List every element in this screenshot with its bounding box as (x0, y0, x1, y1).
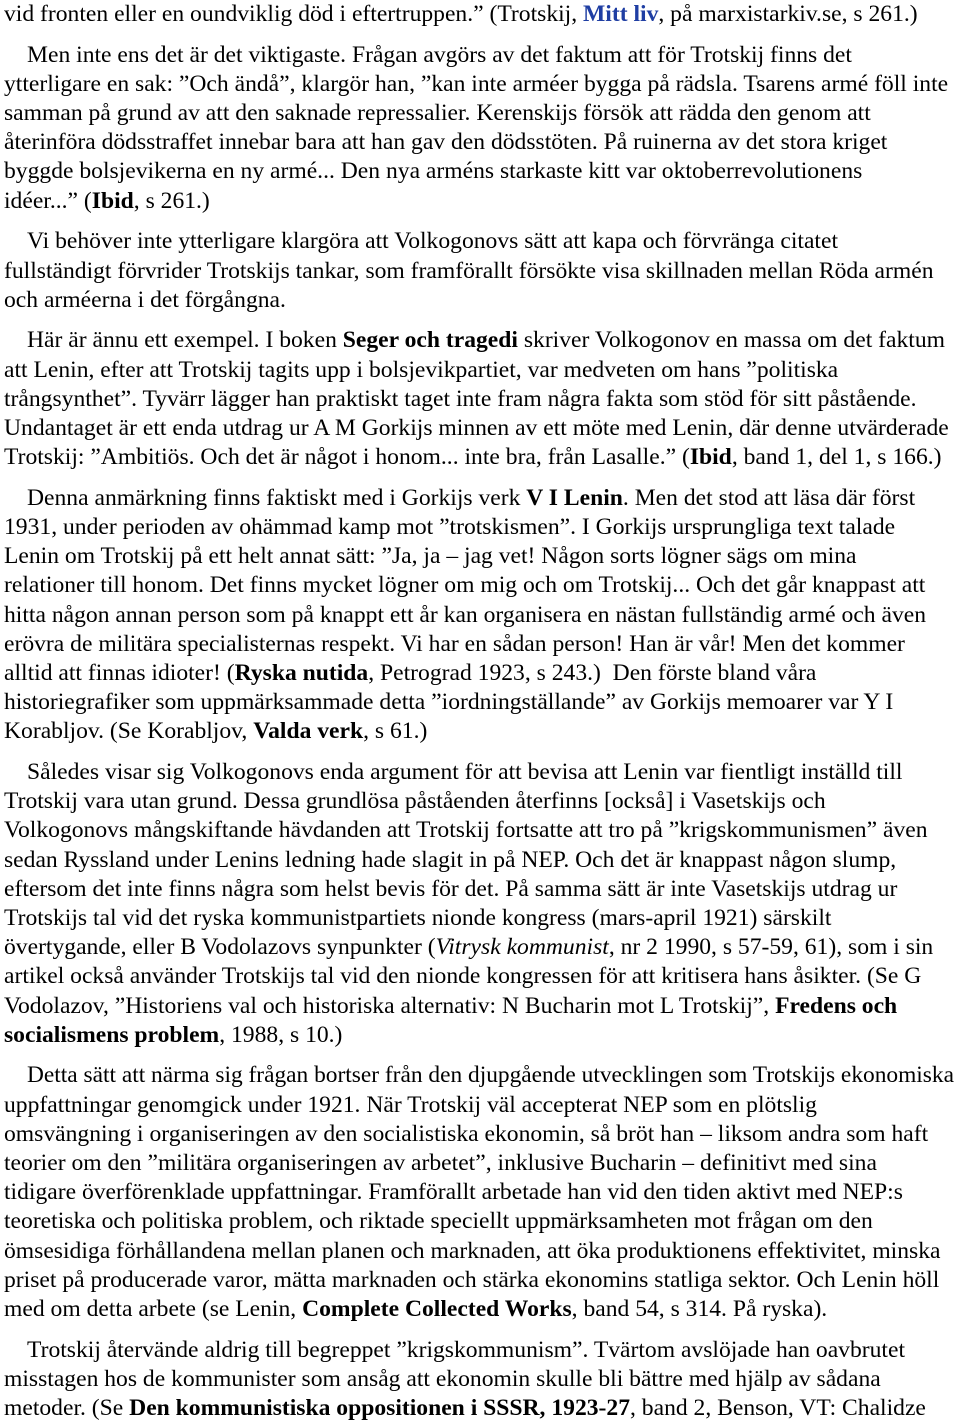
text-run: Denna anmärkning finns faktiskt med i Gorkijs verk (27, 484, 527, 511)
text-line (4, 1091, 956, 1120)
text-run: och arméerna i det förgångna. (4, 286, 286, 313)
text-line (4, 1120, 956, 1149)
text-run: teorier om den ”militära organiseringen av arbetet”, inklusive Bucharin – definitivt med sina (4, 1149, 877, 1176)
bold-text: Ibid (91, 187, 134, 214)
text-run: , 1988, s 10.) (219, 1021, 343, 1048)
text-run: alltid att finnas idioter! ( (4, 659, 235, 686)
text-run: ömsesidiga förhållandena mellan planen och marknaden, att öka produktionens effektivitet, minska (4, 1237, 941, 1264)
text-line (4, 1365, 956, 1394)
paragraph (4, 227, 956, 315)
bold-text: Ryska nutida (234, 659, 369, 686)
bold-text: Fredens och (775, 992, 898, 1019)
text-line (4, 257, 956, 286)
text-line (4, 875, 956, 904)
paragraph (4, 0, 956, 29)
text-run: . Men det stod att läsa där först (622, 484, 916, 511)
text-line (4, 326, 956, 355)
text-run: Trotskij: ”Ambitiös. Och det är något i honom... inte bra, från Lasalle.” ( (4, 444, 690, 471)
text-run: Trotskij vara utan grund. Dessa grundlösa påståenden återfinns [också] i Vasetskijs och (4, 788, 826, 815)
text-run: Vi behöver inte ytterligare klargöra att Volkogonovs sätt att kapa och förvränga citatet (27, 228, 838, 255)
text-line (4, 1336, 956, 1365)
text-line (4, 414, 956, 443)
text-line (4, 0, 956, 29)
text-line (4, 846, 956, 875)
text-line (4, 688, 956, 717)
text-run: Korabljov. (Se Korabljov, (4, 718, 254, 745)
text-run: erövra de militära specialisternas respekt. Vi har en sådan person! Han är vår! Men det kommer (4, 630, 905, 657)
text-line (4, 933, 956, 962)
text-line (4, 99, 956, 128)
text-line (4, 484, 956, 513)
text-line (4, 227, 956, 256)
text-run: trångsynthet”. Tyvärr lägger han praktiskt taget inte fram några fakta som stöd för sitt påstående. (4, 385, 917, 412)
text-run: samman på grund av att den saknade repressalier. Kerenskijs försök att rädda den genom att (4, 100, 871, 127)
text-run: priset på producerade varor, mätta marknaden och stärka ekonomins statliga sektor. Och Lenin höll (4, 1266, 940, 1293)
text-line (4, 1178, 956, 1207)
text-run: Undantaget är ett enda utdrag ur A M Gorkijs minnen av ett möte med Lenin, där denne utvärderade (4, 414, 949, 441)
text-line (4, 187, 956, 216)
text-line (4, 70, 956, 99)
text-run: byggde bolsjevikerna en ny armé... Den nya arméns starkaste kitt var oktoberrevolutionens (4, 158, 863, 185)
text-run: , s 261.) (133, 187, 210, 214)
text-run: Således visar sig Volkogonovs enda argument för att bevisa att Lenin var fientligt inställd till (27, 759, 903, 785)
text-line (4, 385, 956, 414)
text-run: 1931, under perioden av ohämmad kamp mot ”trotskismen”. I Gorkijs ursprungliga text talade (4, 514, 896, 540)
text-run: Vodolazov, ”Historiens val och historiska alternativ: N Bucharin mot L Trotskij”, (4, 992, 776, 1019)
text-line (4, 286, 956, 315)
paragraph (4, 41, 956, 216)
text-run: hitta någon annan person som på knappt ett år kan organisera en nästan fullständig armé och även (4, 601, 927, 628)
text-line (4, 601, 956, 630)
text-line (4, 816, 956, 845)
paragraph (4, 326, 956, 472)
text-line (4, 1021, 956, 1050)
bold-text: Seger och tragedi (342, 327, 518, 354)
text-run: , nr 2 1990, s 57-59, 61), som i sin (608, 934, 934, 961)
text-run: Trotskijs tal vid det ryska kommunistpartiets nionde kongress (mars-april 1921) särskilt (4, 904, 832, 931)
text-line (4, 542, 956, 571)
bold-text: Den kommunistiska oppositionen i SSSR, 1923-27 (129, 1394, 630, 1421)
text-run: artikel också använder Trotskijs tal vid den nionde kongressen för att kritisera hans åsikter. (Se G (4, 963, 922, 990)
text-run: Trotskij återvände aldrig till begreppet ”krigskommunism”. Tvärtom avslöjade han oavbrutet (27, 1336, 906, 1363)
italic-text: Vitrysk kommunist (435, 934, 609, 961)
text-run: , på marxistarkiv.se, s 261.) (658, 1, 918, 27)
inline-link[interactable]: Mitt liv (583, 1, 659, 27)
text-run: relationer till honom. Det finns mycket lögner om mig och om Trotskij... Och det går knappast att (4, 572, 926, 599)
text-line (4, 1061, 956, 1090)
text-run: , s 61.) (363, 718, 428, 745)
text-run: teoretiska och politiska problem, och riktade speciellt uppmärksamheten mot frågan om den (4, 1208, 873, 1235)
text-run: omsvängning i organiseringen av den socialistiska ekonomin, så bröt han – liksom andra som haft (4, 1120, 929, 1147)
text-line (4, 443, 956, 472)
text-run: idéer...” ( (4, 187, 92, 214)
text-run: uppfattningar genomgick under 1921. När Trotskij väl accepterat NEP som en plötslig (4, 1091, 817, 1118)
text-line (4, 356, 956, 385)
text-run: historiegrafiker som uppmärksammade detta ”iordningställande” av Gorkijs memoarer var Y I (4, 689, 894, 716)
text-run: Här är ännu ett exempel. I boken (27, 327, 343, 354)
text-line (4, 904, 956, 933)
paragraph (4, 1061, 956, 1324)
text-run: vid fronten eller en oundviklig död i eftertruppen.” (Trotskij, (4, 1, 584, 27)
text-run: sedan Ryssland under Lenins ledning hade slagit in på NEP. Och det är knappast någon slump, (4, 846, 897, 873)
text-line (4, 659, 956, 688)
text-run: , band 1, del 1, s 166.) (731, 444, 942, 471)
text-line (4, 962, 956, 991)
text-run: ytterligare en sak: ”Och ändå”, klargör han, ”kan inte arméer bygga på rädsla. Tsarens armé föll inte (4, 70, 949, 97)
bold-text: socialismens problem (4, 1021, 220, 1048)
text-run: , Petrograd 1923, s 243.) Den förste bland våra (368, 659, 817, 686)
text-run: med om detta arbete (se Lenin, (4, 1295, 303, 1322)
bold-text: V I Lenin (526, 484, 623, 511)
text-line (4, 571, 956, 600)
text-run: Detta sätt att närma sig frågan bortser från den djupgående utvecklingen som Trotskijs ekonomiska (27, 1062, 954, 1089)
text-run: eftersom det inte finns några som helst bevis för det. På samma sätt är inte Vasetskijs utdrag ur (4, 875, 898, 902)
text-run: fullständigt förvrider Trotskijs tankar, som framförallt försökte visa skillnaden mellan Röda armén (4, 257, 934, 284)
text-line (4, 1295, 956, 1324)
text-run: , band 2, Benson, VT: Chalidze (630, 1394, 926, 1421)
text-line (4, 157, 956, 186)
text-line (4, 1394, 956, 1423)
text-run: Lenin om Trotskij på ett helt annat sätt: ”Ja, ja – jag vet! Någon sorts lögner sägs om mina (4, 543, 857, 570)
text-line (4, 1237, 956, 1266)
text-line (4, 41, 956, 70)
text-line (4, 717, 956, 746)
text-line (4, 128, 956, 157)
text-line (4, 992, 956, 1021)
text-run: Volkogonovs mångskiftande hävdanden att Trotskij fortsatte att tro på ”krigskommunismen” även (4, 817, 928, 844)
text-run: tidigare överförenklade uppfattningar. Framförallt arbetade han vid den tiden aktivt med NEP:s (4, 1179, 903, 1206)
bold-text: Ibid (689, 444, 732, 471)
paragraph (4, 484, 956, 747)
text-line (4, 513, 956, 542)
text-run: att Lenin, efter att Trotskij tagits upp i bolsjevikpartiet, var medveten om hans ”politiska (4, 356, 839, 383)
text-run: återinföra dödsstraffet innebar bara att han gav den dödsstöten. På ruinerna av det stora kriget (4, 129, 888, 156)
bold-text: Valda verk (253, 718, 364, 745)
text-line (4, 1149, 956, 1178)
text-line (4, 630, 956, 659)
text-run: skriver Volkogonov en massa om det faktum (517, 327, 945, 354)
bold-text: Complete Collected Works (302, 1295, 572, 1322)
text-line (4, 1207, 956, 1236)
text-run: misstagen hos de kommunister som ansåg att ekonomin skulle bli bättre med hjälp av sådana (4, 1365, 881, 1392)
text-run: , band 54, s 314. På ryska). (571, 1295, 828, 1322)
text-run: Men inte ens det är det viktigaste. Frågan avgörs av det faktum att för Trotskij finns det (27, 41, 852, 68)
text-run: övertygande, eller B Vodolazovs synpunkter ( (4, 934, 436, 961)
text-line (4, 787, 956, 816)
paragraph (4, 1336, 956, 1424)
text-run: metoder. (Se (4, 1394, 130, 1421)
text-line (4, 758, 956, 787)
text-line (4, 1266, 956, 1295)
paragraph (4, 758, 956, 1050)
